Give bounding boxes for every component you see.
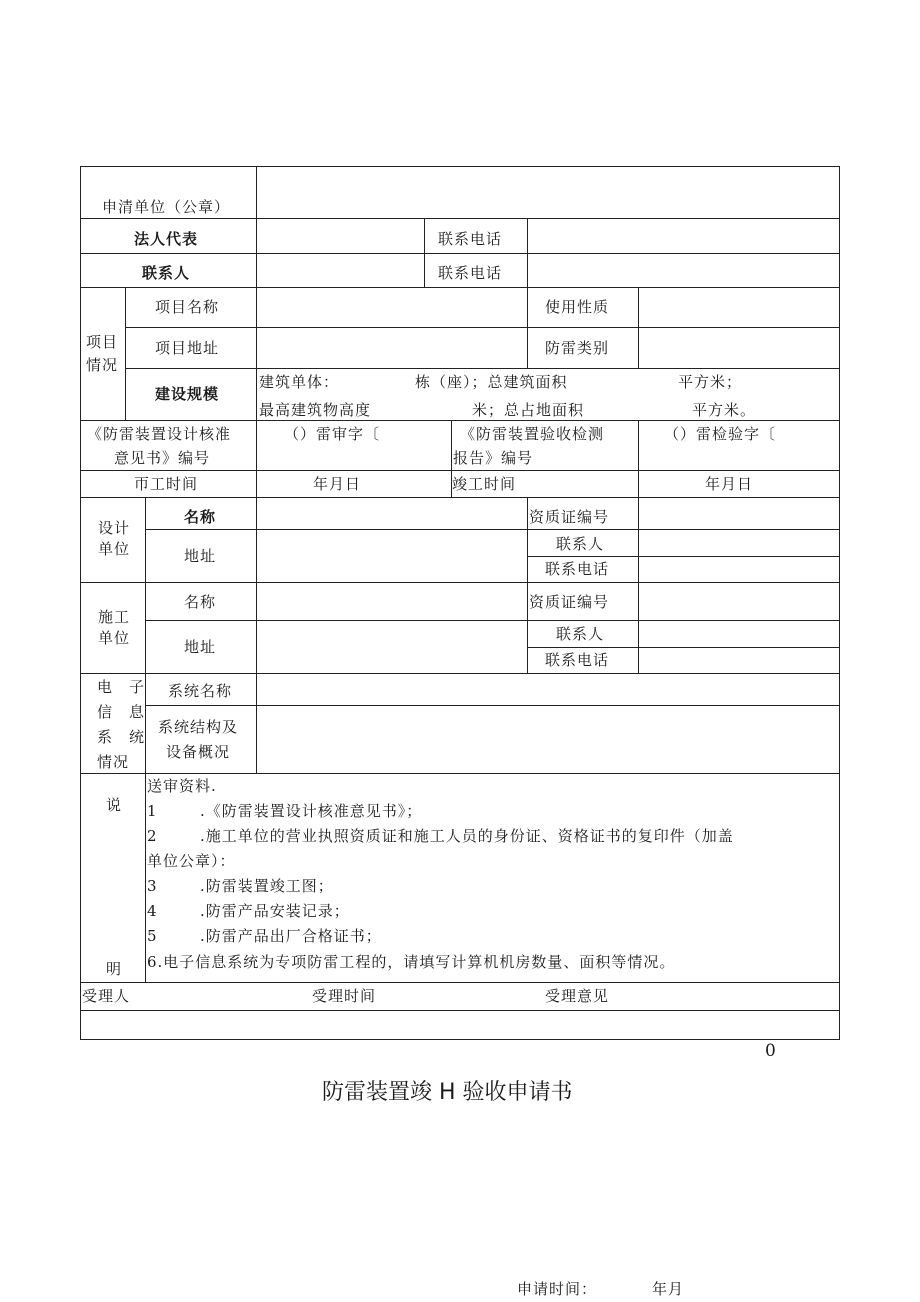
row-line <box>80 582 840 583</box>
construction-unit-phone-label: 联系电话 <box>545 651 610 669</box>
row-line <box>80 1010 840 1011</box>
construction-unit-phone-field[interactable] <box>640 649 838 672</box>
row-line <box>80 470 840 471</box>
note-number: 5 <box>147 927 158 945</box>
project-name-field[interactable] <box>258 289 526 326</box>
col-line <box>638 497 639 673</box>
lightning-class-label: 防雷类别 <box>545 339 610 357</box>
table-border-left <box>80 166 81 1040</box>
system-structure-label-1: 系统结构及 <box>158 718 239 736</box>
contact-label: 联系人 <box>142 264 191 282</box>
table-border-top <box>80 166 840 167</box>
electronic-section-label-2: 信 息 <box>97 703 146 721</box>
construction-unit-address-label: 地址 <box>184 638 217 656</box>
scale-unit-1: 平方米； <box>678 373 743 391</box>
col-line <box>527 218 528 287</box>
note-text: .防雷装置竣工图； <box>200 877 334 895</box>
electronic-section-label-3: 系 统 <box>97 728 146 746</box>
construction-unit-cert-field[interactable] <box>640 584 838 619</box>
legal-rep-label: 法人代表 <box>134 230 199 248</box>
usage-label: 使用性质 <box>545 298 610 316</box>
col-line <box>145 773 146 982</box>
note-number: 3 <box>147 877 158 895</box>
col-line <box>527 287 528 368</box>
scale-unit-2: 平方米。 <box>692 401 757 419</box>
start-time-label: 帀工时间 <box>134 475 199 493</box>
contact-phone-label: 联系电话 <box>438 264 503 282</box>
design-unit-name-label: 名称 <box>184 508 217 526</box>
row-line <box>80 218 840 219</box>
lightning-class-field[interactable] <box>640 329 838 367</box>
applicant-unit-label: 申清单位（公章） <box>102 198 231 216</box>
contact-field[interactable] <box>258 255 423 286</box>
scale-label: 建设规模 <box>155 385 220 403</box>
notes-intro: 送审资料. <box>147 777 217 795</box>
construction-unit-name-field[interactable] <box>258 584 526 619</box>
note-number: 1 <box>147 802 158 820</box>
construction-unit-label-1: 施工 <box>98 608 131 626</box>
design-unit-address-label: 地址 <box>184 547 217 565</box>
electronic-section-label-4: 情况 <box>97 753 130 771</box>
row-line <box>145 529 840 530</box>
design-opinion-label-1: 《防雷装置设计核准 <box>87 425 232 443</box>
row-line <box>125 327 840 328</box>
construction-unit-contact-field[interactable] <box>640 622 838 646</box>
accept-report-label-2: 报告》编号 <box>453 449 534 467</box>
row-line <box>80 253 840 254</box>
design-unit-cert-label: 资质证编号 <box>529 508 610 526</box>
scale-max-height: 最高建筑物高度 <box>259 401 372 419</box>
project-address-field[interactable] <box>258 329 526 367</box>
phone-label: 联系电话 <box>438 230 503 248</box>
electronic-section-label-1: 电 子 <box>97 678 146 696</box>
col-line <box>638 420 639 497</box>
col-line <box>256 166 257 287</box>
note-text: 单位公章）： <box>147 852 236 870</box>
page-title: 防雷装置竣 H 验收申请书 <box>322 1080 573 1105</box>
design-unit-contact-field[interactable] <box>640 531 838 555</box>
design-unit-phone-field[interactable] <box>640 558 838 581</box>
design-unit-address-field[interactable] <box>258 531 526 581</box>
applicant-unit-field[interactable] <box>258 168 838 217</box>
col-line <box>256 420 257 497</box>
design-unit-name-field[interactable] <box>258 499 526 528</box>
project-name-label: 项目名称 <box>155 298 220 316</box>
note-text: .施工单位的营业执照资质证和施工人员的身份证、资格证书的复印件（加盖 <box>200 827 734 845</box>
project-section-label-2: 情况 <box>86 356 119 374</box>
system-name-field[interactable] <box>258 675 838 704</box>
col-line <box>145 497 146 773</box>
col-line <box>424 218 425 287</box>
system-name-label: 系统名称 <box>168 682 233 700</box>
project-section-label-1: 项目 <box>86 333 119 351</box>
table-border-right <box>839 166 840 1040</box>
legal-rep-field[interactable] <box>258 220 423 252</box>
row-line <box>527 556 840 557</box>
finish-date-field[interactable]: 年月日 <box>705 475 754 493</box>
col-line <box>125 287 126 420</box>
row-line <box>145 705 840 706</box>
design-unit-phone-label: 联系电话 <box>545 560 610 578</box>
note-text: .防雷产品安装记录； <box>200 902 350 920</box>
scale-total-area: 栋（座）；总建筑面积 <box>415 373 568 391</box>
col-line <box>527 497 528 673</box>
note-number: 4 <box>147 902 158 920</box>
construction-unit-name-label: 名称 <box>184 593 217 611</box>
contact-phone-field[interactable] <box>529 255 838 286</box>
apply-time-value[interactable]: 年月 <box>652 1280 685 1298</box>
table-border-bottom <box>80 1039 840 1040</box>
page-number: 0 <box>765 1041 777 1061</box>
design-unit-cert-field[interactable] <box>640 499 838 528</box>
construction-unit-label-2: 单位 <box>98 629 131 647</box>
receive-time-label: 受理时间 <box>312 987 377 1005</box>
system-structure-label-2: 设备概况 <box>166 743 231 761</box>
col-line <box>256 497 257 773</box>
legal-rep-phone-field[interactable] <box>529 220 838 252</box>
row-line <box>80 673 840 674</box>
apply-time-label: 申请时间： <box>517 1280 598 1298</box>
row-line <box>80 287 840 288</box>
col-line <box>638 287 639 368</box>
row-line <box>125 368 840 369</box>
note-text: .《防雷装置设计核准意见书》； <box>200 802 423 820</box>
col-line <box>256 287 257 420</box>
row-line <box>80 420 840 421</box>
scale-building-count: 建筑单体： <box>259 373 340 391</box>
notes-label-bottom: 明 <box>106 960 123 978</box>
row-line <box>145 620 840 621</box>
row-line <box>80 982 840 983</box>
system-structure-field[interactable] <box>258 707 838 772</box>
design-opinion-number[interactable]: （）雷审字〔 <box>284 425 381 443</box>
design-unit-label-2: 单位 <box>98 540 131 558</box>
row-line <box>80 773 840 774</box>
design-unit-contact-label: 联系人 <box>556 535 605 553</box>
finish-time-label: 竣工时间 <box>452 475 517 493</box>
notes-label-top: 说 <box>106 796 123 814</box>
note-number: 2 <box>147 827 158 845</box>
note-text: .防雷产品出厂合格证书； <box>200 927 382 945</box>
row-line <box>527 647 840 648</box>
receiver-label: 受理人 <box>82 987 131 1005</box>
receive-opinion-label: 受理意见 <box>545 987 610 1005</box>
usage-field[interactable] <box>640 289 838 326</box>
row-line <box>80 497 840 498</box>
construction-unit-contact-label: 联系人 <box>556 625 605 643</box>
design-unit-label-1: 设计 <box>98 519 131 537</box>
accept-report-number[interactable]: （）雷检验字〔 <box>664 425 777 443</box>
project-address-label: 项目地址 <box>155 339 220 357</box>
start-date-field[interactable]: 年月日 <box>313 475 362 493</box>
construction-unit-cert-label: 资质证编号 <box>529 593 610 611</box>
note-text: 6.电子信息系统为专项防雷工程的，请填写计算机机房数量、面积等情况。 <box>147 953 676 971</box>
receive-detail-field[interactable] <box>82 1012 838 1038</box>
construction-unit-address-field[interactable] <box>258 622 526 672</box>
design-opinion-label-2: 意见书》编号 <box>114 449 211 467</box>
accept-report-label-1: 《防雷装置验收检测 <box>460 425 605 443</box>
scale-land-area: 米；总占地面积 <box>472 401 585 419</box>
